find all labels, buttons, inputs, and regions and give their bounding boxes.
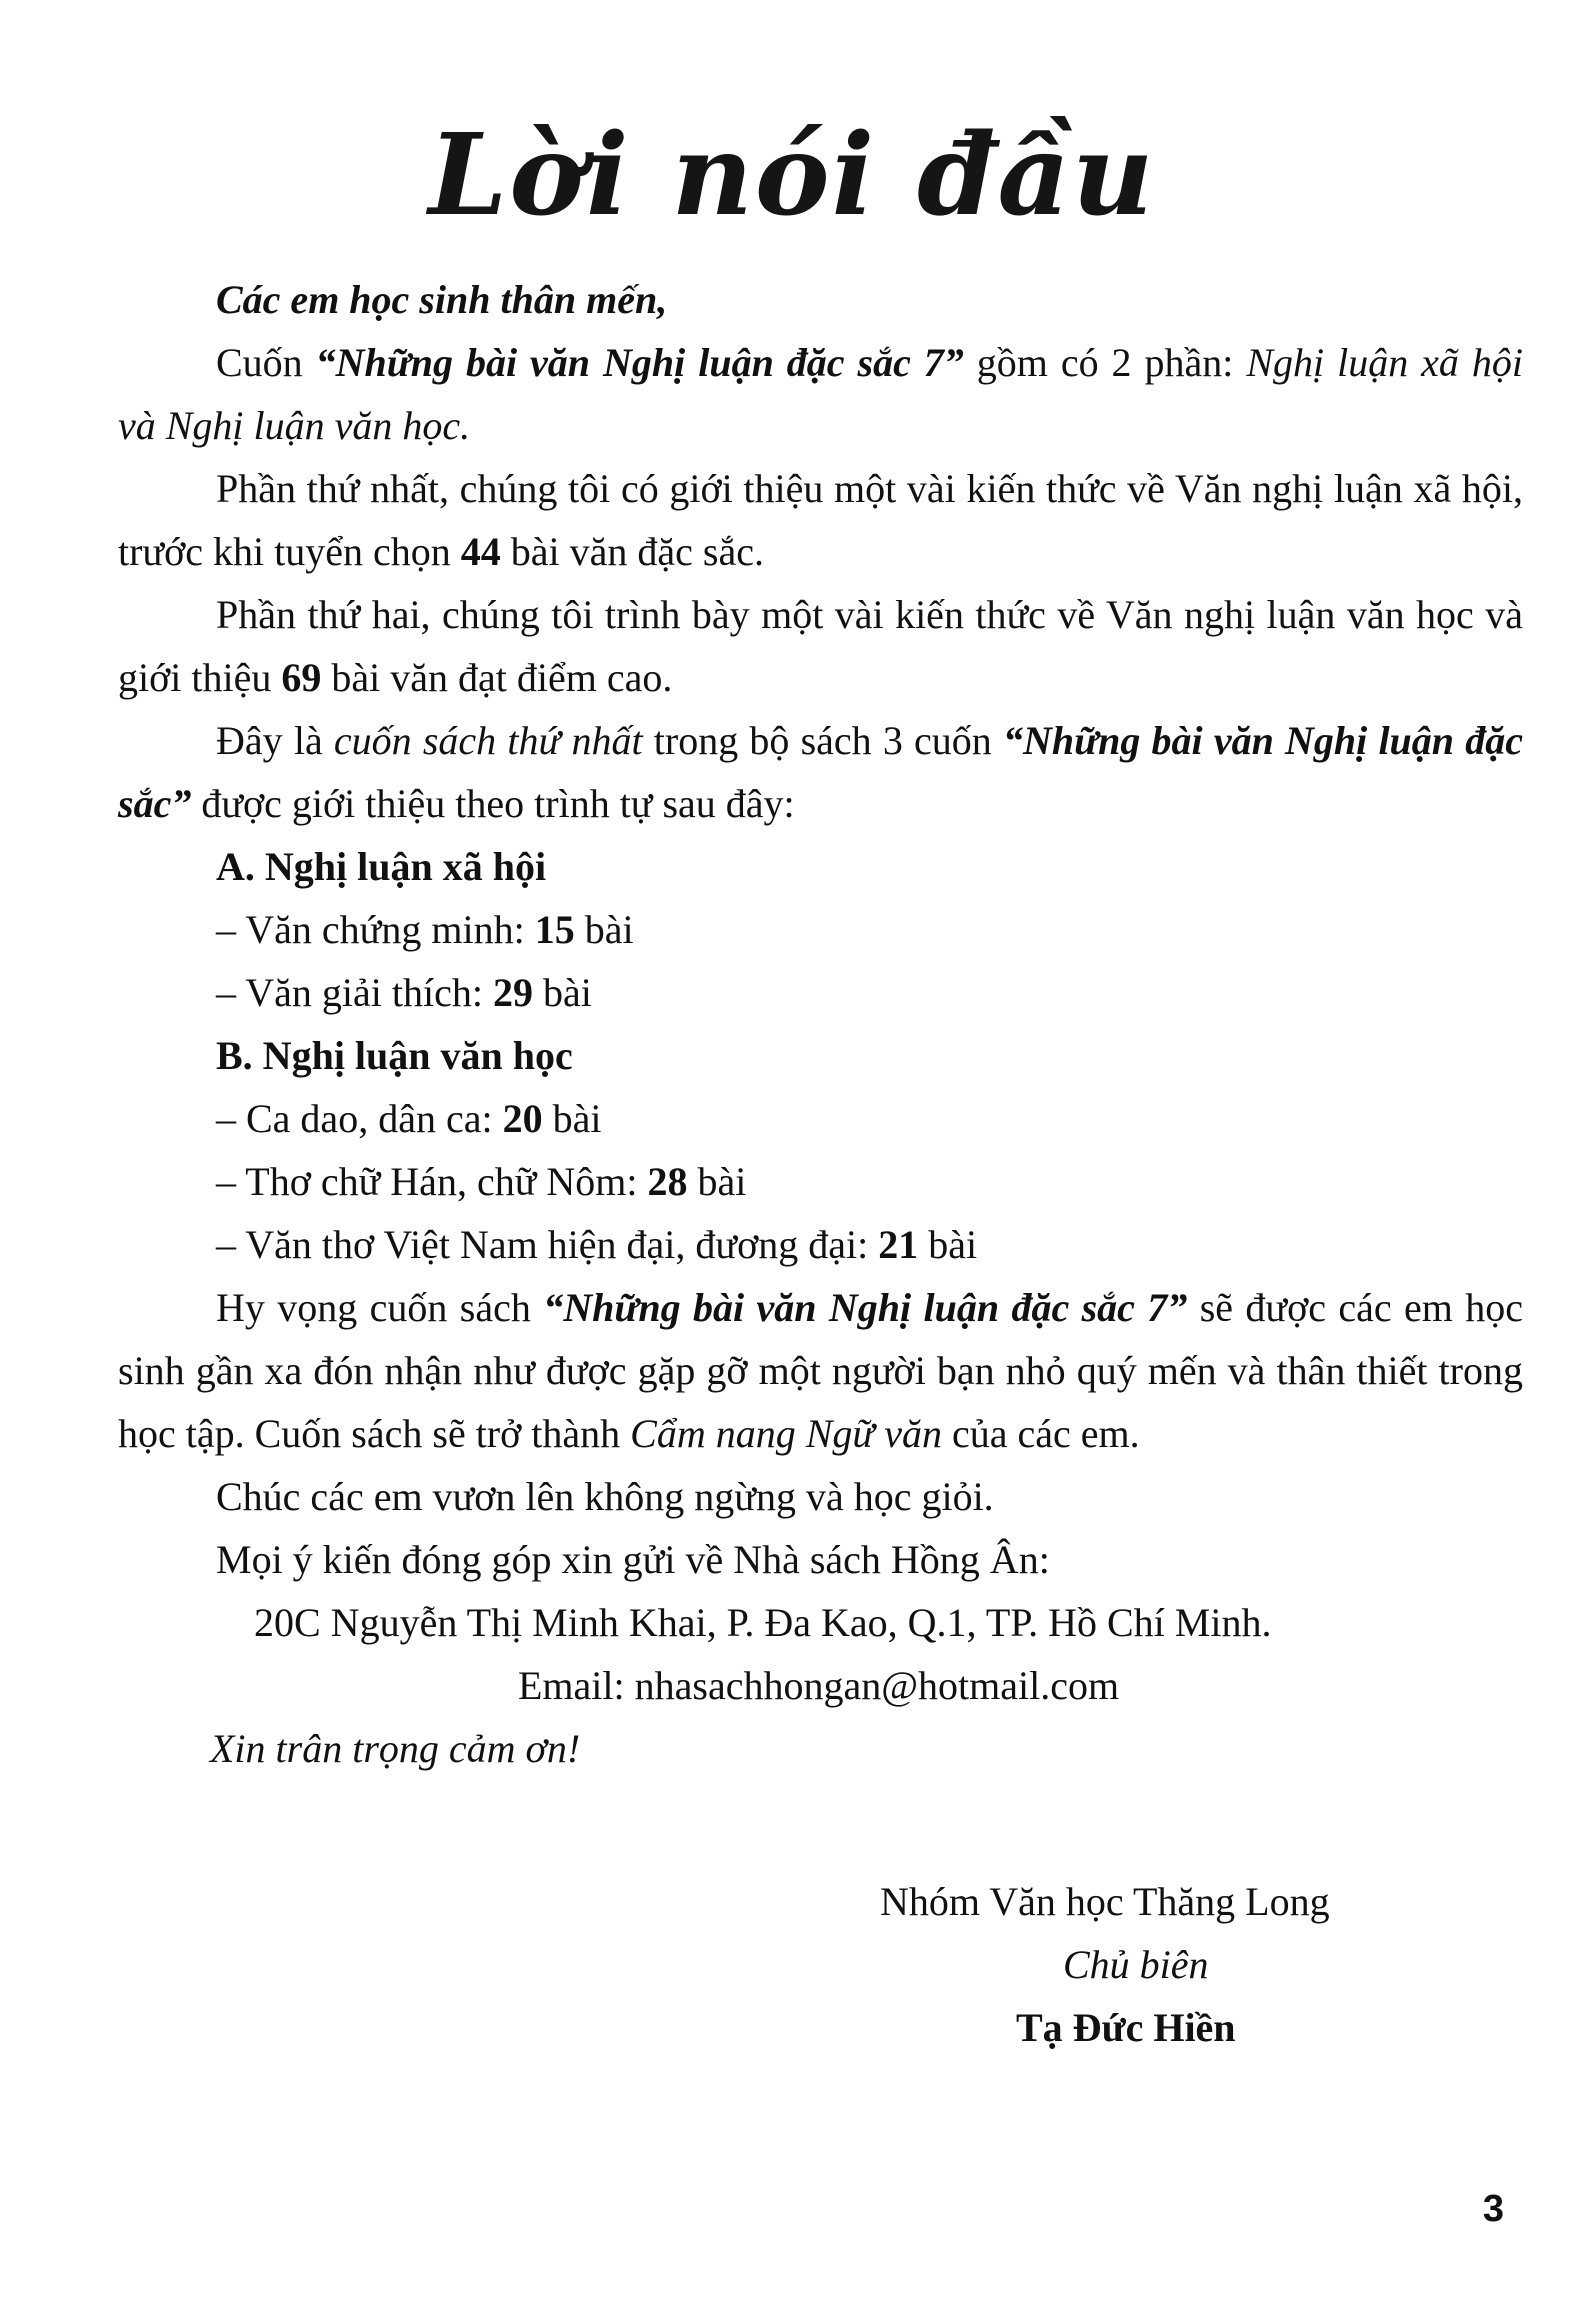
item-unit: bài (574, 907, 634, 952)
intro-parts: Nghị luận xã hội và Nghị luận văn học. (118, 340, 1524, 448)
series-paragraph (118, 709, 1523, 835)
intro-book-title: “Những bài văn Nghị luận đặc sắc 7” (315, 340, 964, 385)
second-part-count: 69 (281, 655, 322, 700)
series-title: “Những bài văn Nghị luận đặc sắc” (118, 718, 1523, 826)
hope-text-1: Hy vọng cuốn sách (216, 1285, 544, 1330)
section-b-item (118, 1150, 1523, 1213)
series-text-2: trong bộ sách 3 cuốn (642, 718, 1003, 763)
item-label: – Thơ chữ Hán, chữ Nôm: (216, 1159, 648, 1204)
intro-paragraph (118, 331, 1523, 457)
item-label: – Văn chứng minh: (216, 907, 535, 952)
greeting (118, 268, 1523, 331)
section-a-heading: A. Nghị luận xã hội (216, 844, 547, 889)
publisher-email: Email: nhasachhongan@hotmail.com (518, 1663, 1120, 1708)
item-unit: bài (533, 970, 592, 1015)
thanks-line: Xin trân trọng cảm ơn! (210, 1726, 581, 1771)
item-label: – Ca dao, dân ca: (216, 1096, 503, 1141)
first-part-text-2: bài văn đặc sắc. (500, 529, 764, 574)
item-unit: bài (542, 1096, 602, 1141)
hope-text-2: sẽ được các em học sinh gần xa đón nhận như được gặp gỡ một người bạn nhỏ quý mến và thân thiết trong học tập. Cuốn sách sẽ trở thành (118, 1285, 1524, 1456)
first-part-text-1: Phần thứ nhất, chúng tôi có giới thiệu một vài kiến thức về Văn nghị luận xã hội, trước khi tuyển chọn (118, 466, 1523, 574)
hope-italic: Cẩm nang Ngữ văn (630, 1411, 942, 1456)
publisher-address: 20C Nguyễn Thị Minh Khai, P. Đa Kao, Q.1, TP. Hồ Chí Minh. (254, 1600, 1272, 1645)
item-label: – Văn thơ Việt Nam hiện đại, đương đại: (216, 1222, 879, 1267)
page-title: Lời nói đầu (428, 110, 1156, 241)
item-count: 20 (502, 1096, 543, 1141)
page-number: 3 (1482, 2188, 1504, 2230)
item-count: 15 (534, 907, 575, 952)
hope-book-title: “Những bài văn Nghị luận đặc sắc 7” (543, 1285, 1188, 1330)
wish-paragraph: Chúc các em vươn lên không ngừng và học giỏi. (216, 1474, 994, 1519)
second-part-paragraph (118, 583, 1523, 709)
section-a-item (118, 961, 1523, 1024)
second-part-text-2: bài văn đạt điểm cao. (321, 655, 673, 700)
section-b-item (118, 1087, 1523, 1150)
section-b-heading: B. Nghị luận văn học (216, 1033, 573, 1078)
greeting-text: Các em học sinh thân mến, (216, 277, 668, 322)
hope-paragraph (118, 1276, 1523, 1465)
signature-role: Chủ biên (1063, 1942, 1209, 1987)
signature-name: Tạ Đức Hiền (1016, 2005, 1236, 2050)
section-a-item (118, 898, 1523, 961)
series-text-1: Đây là (216, 718, 334, 763)
second-part-text-1: Phần thứ hai, chúng tôi trình bày một vài kiến thức về Văn nghị luận văn học và giới thiệu (118, 592, 1523, 700)
item-unit: bài (687, 1159, 747, 1204)
feedback-paragraph: Mọi ý kiến đóng góp xin gửi về Nhà sách Hồng Ân: (216, 1537, 1050, 1582)
series-text-3: được giới thiệu theo trình tự sau đây: (191, 781, 795, 826)
section-b-item (118, 1213, 1523, 1276)
hope-text-3: của các em. (941, 1411, 1140, 1456)
intro-text-2: gồm có 2 phần: (963, 340, 1247, 385)
first-part-count: 44 (460, 529, 501, 574)
item-count: 29 (493, 970, 533, 1015)
signature-group: Nhóm Văn học Thăng Long (880, 1879, 1330, 1924)
first-part-paragraph (118, 457, 1523, 583)
item-count: 28 (647, 1159, 688, 1204)
item-label: – Văn giải thích: (216, 970, 493, 1015)
item-unit: bài (918, 1222, 978, 1267)
signature-block (880, 1870, 1330, 2059)
intro-text-1: Cuốn (216, 340, 316, 385)
body-text (118, 268, 1523, 1780)
item-count: 21 (878, 1222, 919, 1267)
series-italic: cuốn sách thứ nhất (333, 718, 643, 763)
